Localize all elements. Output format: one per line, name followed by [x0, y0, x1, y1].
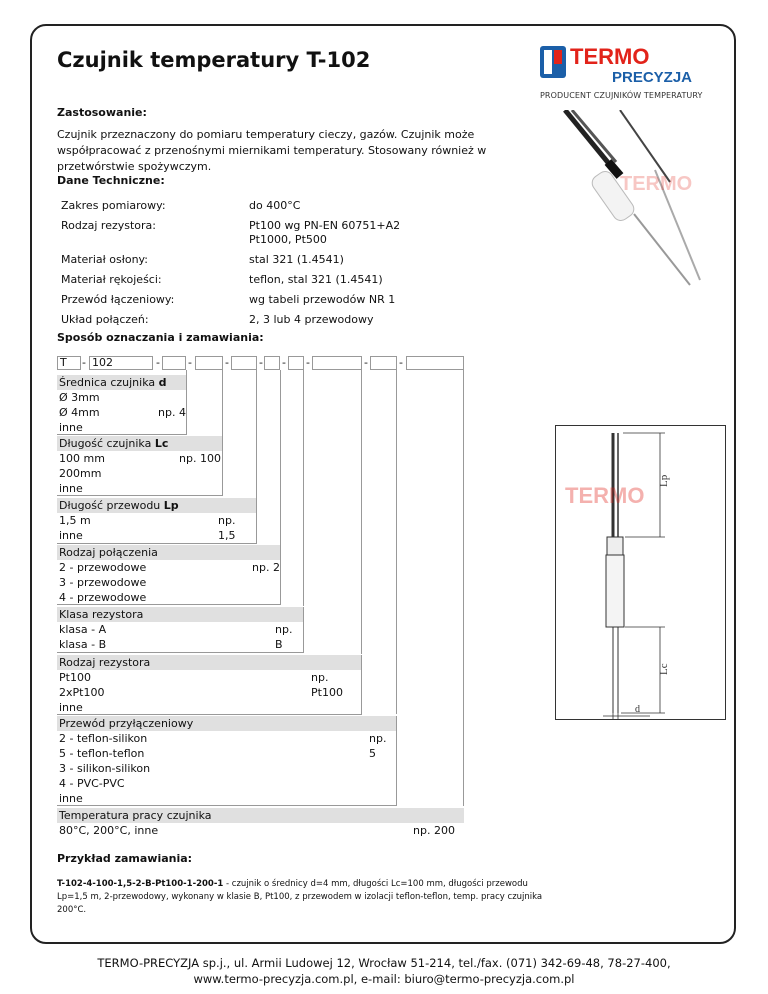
- connector-line: [396, 370, 397, 714]
- code-box-conn: [264, 356, 280, 370]
- tech-value: 2, 3 lub 4 przewodowy: [249, 313, 374, 326]
- svg-text:TERMO: TERMO: [565, 483, 645, 508]
- svg-text:TERMO: TERMO: [570, 44, 650, 69]
- example-text: T-102-4-100-1,5-2-B-Pt100-1-200-1 - czujnik o średnicy d=4 mm, długości Lc=100 mm, długości przewodu Lp=1,5 m, 2-przewodowy, wykonany w klasie B, Pt100, z przewodem w izolacji teflon-teflon, temp. pracy czujnika 200°C.: [57, 879, 543, 915]
- tech-value: stal 321 (1.4541): [249, 253, 344, 266]
- code-box-lp: [231, 356, 257, 370]
- svg-text:PRECYZJA: PRECYZJA: [612, 69, 693, 86]
- group-resistor-type: Rodzaj rezystora Pt100 2xPt100 inne np. Pt100: [57, 655, 362, 715]
- example-heading: Przykład zamawiania:: [57, 852, 193, 865]
- footer-contact: www.termo-precyzja.com.pl, e-mail: biuro@termo-precyzja.com.pl: [193, 972, 575, 986]
- tech-key: Układ połączeń:: [61, 313, 149, 326]
- tech-value: do 400°C: [249, 199, 301, 212]
- footer-address: TERMO-PRECYZJA sp.j., ul. Armii Ludowej 12, Wrocław 51-214, tel./fax. (071) 342-69-48, 78-27-400,: [97, 956, 671, 970]
- code-box-resistor: [312, 356, 362, 370]
- tech-row: [57, 310, 404, 330]
- example-value: np. B: [275, 623, 293, 651]
- svg-text:d: d: [635, 704, 640, 715]
- group-sensor-length: Długość czujnika Lc 100 mm 200mm inne np. 100: [57, 436, 223, 496]
- group-working-temp: Temperatura pracy czujnika 80°C, 200°C, inne np. 200: [57, 808, 464, 838]
- logo-tagline: PRODUCENT CZUJNIKÓW TEMPERATURY: [540, 91, 703, 100]
- technical-drawing: [555, 425, 726, 720]
- code-dash: -: [259, 356, 263, 369]
- tech-key: Zakres pomiarowy:: [61, 199, 166, 212]
- code-dash: -: [225, 356, 229, 369]
- tech-row: [57, 250, 404, 270]
- connector-line: [280, 370, 281, 546]
- connector-line: [222, 370, 223, 436]
- code-box-wire: [370, 356, 397, 370]
- example-value: np. 2: [252, 561, 280, 574]
- code-box-model: 102: [89, 356, 153, 370]
- code-dash: -: [188, 356, 192, 369]
- code-dash: -: [156, 356, 160, 369]
- page-title: Czujnik temperatury T-102: [57, 48, 371, 72]
- example-value: np. 100: [179, 452, 221, 465]
- ordering-heading: Sposób oznaczania i zamawiania:: [57, 331, 264, 344]
- svg-text:TERMO: TERMO: [620, 173, 693, 195]
- tech-row: [57, 216, 404, 250]
- example-value: np. 4: [158, 406, 186, 419]
- code-box-prefix: T: [57, 356, 81, 370]
- code-box-lc: [195, 356, 223, 370]
- tech-row: [57, 290, 404, 310]
- example-value: np. 1,5: [218, 514, 236, 542]
- code-dash: -: [282, 356, 286, 369]
- group-cable-length: Długość przewodu Lp 1,5 m inne np. 1,5: [57, 498, 257, 544]
- example-value: np. 5: [369, 732, 387, 760]
- tech-table: [57, 196, 404, 330]
- code-box-d: [162, 356, 186, 370]
- sensor-photo: [560, 110, 730, 290]
- connector-line: [463, 370, 464, 806]
- group-cable-type: Przewód przyłączeniowy 2 - teflon-silikon 5 - teflon-teflon 3 - silikon-silikon 4 - PVC-PVC inne np. 5: [57, 716, 397, 806]
- tech-key: Materiał osłony:: [61, 253, 148, 266]
- code-box-class: [288, 356, 304, 370]
- group-connection: Rodzaj połączenia 2 - przewodowe 3 - przewodowe 4 - przewodowe np. 2: [59, 546, 280, 604]
- example-value: np. 200: [413, 824, 455, 837]
- tech-value: wg tabeli przewodów NR 1: [249, 293, 396, 306]
- connector-line: [256, 370, 257, 498]
- zastosowanie-text: Czujnik przeznaczony do pomiaru temperatury cieczy, gazów. Czujnik może współpracować z przenośnymi miernikami temperatury. Stosowany również w przetwórstwie spożywczym.: [57, 128, 487, 173]
- svg-text:Lc: Lc: [658, 663, 670, 675]
- example-value: np. Pt100: [311, 671, 343, 699]
- group-diameter: Średnica czujnika d Ø 3mm Ø 4mm inne np. 4: [59, 376, 186, 434]
- connector-line: [361, 370, 362, 654]
- code-dash: -: [399, 356, 403, 369]
- tech-row: [57, 196, 404, 216]
- code-dash: -: [364, 356, 368, 369]
- tech-key: Rodzaj rezystora:: [61, 219, 157, 232]
- tech-value: teflon, stal 321 (1.4541): [249, 273, 383, 286]
- svg-text:Lp: Lp: [658, 474, 670, 487]
- tech-value: Pt100 wg PN-EN 60751+A2: [249, 219, 401, 232]
- tech-key: Przewód łączeniowy:: [61, 293, 175, 306]
- tech-key: Materiał rękojeści:: [61, 273, 162, 286]
- code-box-temp: [406, 356, 464, 370]
- footer: [0, 955, 768, 987]
- zastosowanie-heading: Zastosowanie:: [57, 106, 147, 119]
- code-dash: -: [82, 356, 86, 369]
- tech-row: [57, 270, 404, 290]
- tech-heading: Dane Techniczne:: [57, 174, 165, 187]
- connector-line: [303, 370, 304, 606]
- group-resistor-class: Klasa rezystora klasa - A klasa - B np. B: [57, 607, 304, 653]
- code-dash: -: [306, 356, 310, 369]
- tech-value-2: Pt1000, Pt500: [249, 233, 327, 246]
